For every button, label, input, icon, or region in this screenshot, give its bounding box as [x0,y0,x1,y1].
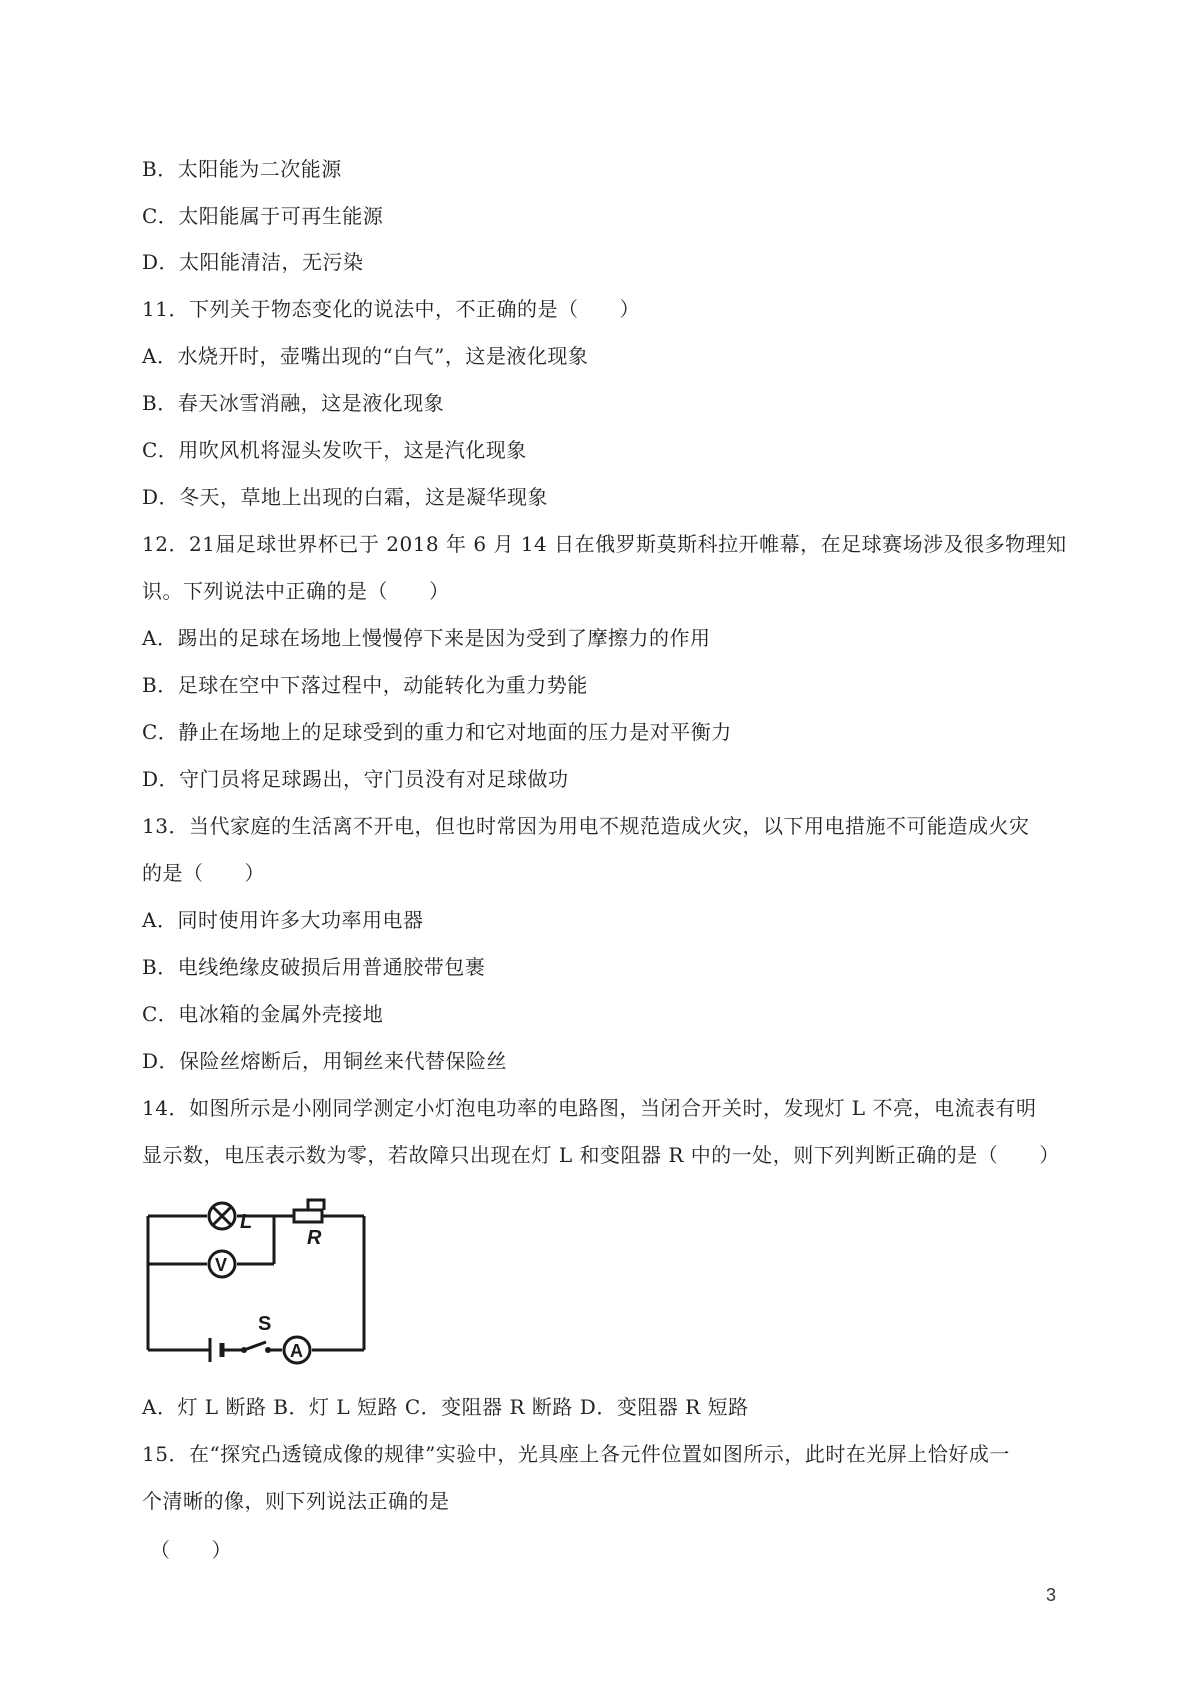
option-d-q13: D．保险丝熔断后，用铜丝来代替保险丝 [142,1049,508,1073]
option-c-q11: C．用吹风机将湿头发吹干，这是汽化现象 [142,438,527,462]
options-q14: A．灯 L 断路 B．灯 L 短路 C．变阻器 R 断路 D．变阻器 R 短路 [142,1395,749,1419]
question-15-line3: （ ） [150,1538,232,1562]
lamp-label: L [240,1211,253,1233]
page-number: 3 [1046,1585,1057,1605]
option-b-q10: B．太阳能为二次能源 [142,157,342,181]
question-12-line1: 12．21届足球世界杯已于 2018 年 6 月 14 日在俄罗斯莫斯科拉开帷幕，在足球赛场涉及很多物理知 [142,532,1067,556]
option-a-q13: A．同时使用许多大功率用电器 [142,908,424,932]
circuit-diagram [142,1192,392,1366]
ammeter-symbol: A [290,1341,303,1361]
question-13-line2: 的是（ ） [142,861,265,885]
question-15-line2: 个清晰的像，则下列说法正确的是 [142,1489,450,1513]
option-c-q10: C．太阳能属于可再生能源 [142,204,384,228]
option-b-q11: B．春天冰雪消融，这是液化现象 [142,391,445,415]
question-14-line2: 显示数，电压表示数为零，若故障只出现在灯 L 和变阻器 R 中的一处，则下列判断正确的是（ ） [142,1143,1060,1167]
option-d-q10: D．太阳能清洁，无污染 [142,250,364,274]
option-d-q12: D．守门员将足球踢出，守门员没有对足球做功 [142,767,569,791]
option-a-q11: A．水烧开时，壶嘴出现的“白气”，这是液化现象 [142,344,589,368]
question-11: 11．下列关于物态变化的说法中，不正确的是（ ） [142,297,640,321]
switch-pivot [241,1347,247,1353]
option-b-q12: B．足球在空中下落过程中，动能转化为重力势能 [142,673,588,697]
option-c-q13: C．电冰箱的金属外壳接地 [142,1002,384,1026]
option-a-q12: A．踢出的足球在场地上慢慢停下来是因为受到了摩擦力的作用 [142,626,711,650]
option-c-q12: C．静止在场地上的足球受到的重力和它对地面的压力是对平衡力 [142,720,732,744]
voltmeter-symbol: V [215,1255,228,1275]
question-15-line1: 15．在“探究凸透镜成像的规律”实验中，光具座上各元件位置如图所示，此时在光屏上恰好成一 [142,1442,1010,1466]
rheostat-label: R [307,1227,322,1249]
switch-contact [265,1347,271,1353]
question-14-line1: 14．如图所示是小刚同学测定小灯泡电功率的电路图，当闭合开关时，发现灯 L 不亮，电流表有明 [142,1096,1037,1120]
option-b-q13: B．电线绝缘皮破损后用普通胶带包裹 [142,955,486,979]
question-13-line1: 13．当代家庭的生活离不开电，但也时常因为用电不规范造成火灾，以下用电措施不可能造成火灾 [142,814,1030,838]
option-d-q11: D．冬天，草地上出现的白霜，这是凝华现象 [142,485,549,509]
question-12-line2: 识。下列说法中正确的是（ ） [142,579,450,603]
switch-label: S [258,1313,272,1335]
